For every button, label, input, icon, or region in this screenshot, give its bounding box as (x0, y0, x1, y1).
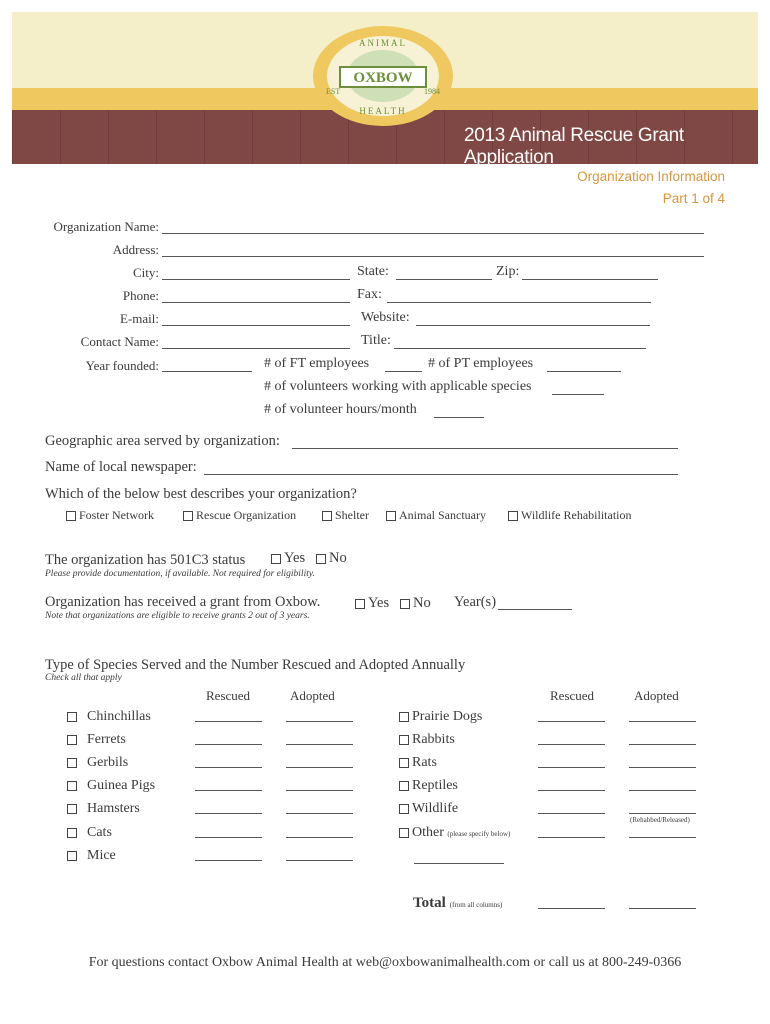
grant-years-field[interactable] (498, 609, 572, 610)
adopted-field[interactable] (629, 837, 696, 838)
species-label: Gerbils (87, 755, 129, 770)
species-label: Wildlife (412, 801, 459, 816)
checkbox[interactable] (399, 828, 409, 838)
fax-field[interactable] (387, 302, 651, 303)
page-title: 2013 Animal Rescue Grant Application (464, 125, 684, 168)
geo-area-label: Geographic area served by organization: (45, 433, 280, 449)
rescued-field[interactable] (538, 837, 605, 838)
adopted-header-left: Adopted (290, 688, 335, 703)
city-field[interactable] (162, 279, 350, 280)
total-rescued-field[interactable] (538, 908, 605, 909)
adopted-field[interactable] (629, 744, 696, 745)
pt-employees-label: # of PT employees (428, 356, 534, 371)
species-label: Ferrets (87, 732, 126, 747)
year-founded-label: Year founded: (85, 358, 159, 373)
zip-field[interactable] (522, 279, 658, 280)
option-foster-network[interactable] (66, 508, 154, 523)
address-field[interactable] (162, 256, 704, 257)
species-label: Prairie Dogs (412, 709, 483, 724)
total-note: (from all columns) (449, 901, 503, 909)
total-row (413, 894, 502, 912)
fax-label: Fax: (357, 287, 382, 302)
adopted-field[interactable] (286, 767, 353, 768)
rescued-field[interactable] (538, 790, 605, 791)
checkbox[interactable] (399, 735, 409, 745)
species-cats[interactable] (67, 825, 112, 841)
rehab-note: (Rehabbed/Released) (630, 816, 690, 824)
pt-employees-field[interactable] (547, 371, 621, 372)
logo-bottom-text: HEALTH (359, 106, 407, 116)
contact-name-label: Contact Name: (80, 334, 159, 349)
species-heading: Type of Species Served and the Number Rescued and Adopted Annually (45, 657, 466, 673)
checkbox[interactable] (400, 599, 410, 609)
rescued-field[interactable] (195, 790, 262, 791)
contact-title-field[interactable] (394, 348, 646, 349)
rescued-field[interactable] (195, 767, 262, 768)
yes-label: Yes (368, 595, 390, 611)
species-gerbils[interactable] (67, 755, 128, 771)
geo-area-field[interactable] (292, 448, 678, 449)
species-rats[interactable] (399, 755, 437, 771)
volunteer-hours-label: # of volunteer hours/month (264, 402, 417, 417)
volunteers-field[interactable] (552, 394, 604, 395)
year-founded-field[interactable] (162, 371, 252, 372)
adopted-field[interactable] (286, 790, 353, 791)
species-reptiles[interactable] (399, 778, 458, 794)
website-field[interactable] (416, 325, 650, 326)
other-specify-field[interactable] (414, 863, 504, 864)
logo-brand: OXBOW (353, 70, 413, 86)
state-label: State: (357, 264, 389, 279)
rescued-field[interactable] (195, 837, 262, 838)
checkbox[interactable] (67, 735, 77, 745)
species-guinea-pigs[interactable] (67, 778, 155, 794)
option-shelter[interactable] (322, 508, 369, 523)
option-label: Wildlife Rehabilitation (521, 508, 632, 522)
city-label: City: (132, 265, 159, 280)
ft-employees-label: # of FT employees (264, 356, 370, 371)
newspaper-field[interactable] (204, 474, 678, 475)
rescued-field[interactable] (195, 721, 262, 722)
option-label: Animal Sanctuary (399, 508, 486, 522)
option-wildlife-rehabilitation[interactable] (508, 508, 632, 523)
logo-est: EST (326, 87, 341, 96)
no-label: No (413, 595, 431, 611)
no-label: No (329, 550, 347, 566)
rescued-field[interactable] (538, 744, 605, 745)
option-rescue-organization[interactable] (183, 508, 296, 523)
species-prairie-dogs[interactable] (399, 709, 482, 725)
contact-title-label: Title: (361, 333, 391, 348)
footer-contact: For questions contact Oxbow Animal Health at web@oxbowanimalhealth.com or call us at 800-249-0366 (88, 955, 682, 970)
checkbox[interactable] (67, 781, 77, 791)
adopted-field[interactable] (629, 767, 696, 768)
species-label: Chinchillas (87, 709, 151, 724)
website-label: Website: (361, 310, 410, 325)
status-501c3-note: Please provide documentation, if available. Not required for eligibility. (45, 569, 315, 579)
logo-year: 1984 (424, 87, 440, 96)
total-label: Total (413, 895, 446, 911)
checkbox[interactable] (399, 758, 409, 768)
volunteers-label: # of volunteers working with applicable species (264, 379, 532, 394)
status-501c3-question: The organization has 501C3 status (45, 552, 246, 568)
org-name-field[interactable] (162, 233, 704, 234)
adopted-field[interactable] (286, 744, 353, 745)
other-note: (please specify below) (447, 830, 511, 838)
checkbox[interactable] (67, 804, 77, 814)
oxbow-logo (310, 24, 456, 128)
species-label: Rabbits (412, 732, 455, 747)
checkbox[interactable] (316, 554, 326, 564)
species-label: Hamsters (87, 801, 140, 816)
checkbox[interactable] (183, 511, 193, 521)
rescued-header-right: Rescued (550, 688, 595, 703)
newspaper-label: Name of local newspaper: (45, 459, 197, 475)
option-label: Rescue Organization (196, 508, 297, 522)
species-ferrets[interactable] (67, 732, 126, 748)
total-adopted-field[interactable] (629, 908, 696, 909)
rescued-field[interactable] (538, 767, 605, 768)
yes-label: Yes (284, 550, 306, 566)
species-other[interactable] (399, 825, 510, 841)
grant-question: Organization has received a grant from Oxbow. (45, 594, 321, 610)
grant-note: Note that organizations are eligible to receive grants 2 out of 3 years. (45, 611, 310, 621)
adopted-field[interactable] (629, 790, 696, 791)
species-label: Mice (87, 848, 116, 863)
state-field[interactable] (396, 279, 492, 280)
checkbox[interactable] (399, 804, 409, 814)
adopted-field[interactable] (629, 721, 696, 722)
email-label: E-mail: (120, 311, 159, 326)
species-rabbits[interactable] (399, 732, 455, 748)
org-name-label: Organization Name: (53, 219, 159, 234)
rescued-field[interactable] (538, 721, 605, 722)
rescued-field[interactable] (195, 813, 262, 814)
org-type-question: Which of the below best describes your organization? (45, 486, 357, 502)
option-label: Foster Network (79, 508, 154, 522)
species-label: Rats (412, 755, 437, 770)
status-501c3-yes[interactable] (271, 550, 305, 567)
checkbox[interactable] (66, 511, 76, 521)
species-wildlife[interactable] (399, 801, 458, 817)
checkbox[interactable] (67, 851, 77, 861)
species-subheading: Check all that apply (45, 673, 122, 683)
checkbox[interactable] (67, 712, 77, 722)
checkbox[interactable] (355, 599, 365, 609)
checkbox[interactable] (322, 511, 332, 521)
adopted-field[interactable] (629, 813, 696, 814)
adopted-field[interactable] (286, 721, 353, 722)
checkbox[interactable] (271, 554, 281, 564)
adopted-field[interactable] (286, 860, 353, 861)
rescued-header-left: Rescued (206, 688, 251, 703)
option-animal-sanctuary[interactable] (386, 508, 486, 523)
species-label: Guinea Pigs (87, 778, 156, 793)
rescued-field[interactable] (195, 860, 262, 861)
ft-employees-field[interactable] (385, 371, 422, 372)
species-hamsters[interactable] (67, 801, 140, 817)
address-label: Address: (112, 242, 159, 257)
section-part: Part 1 of 4 (662, 191, 725, 206)
checkbox[interactable] (508, 511, 518, 521)
zip-label: Zip: (496, 264, 520, 279)
species-label: Reptiles (412, 778, 458, 793)
species-label: Cats (87, 825, 112, 840)
status-501c3-no[interactable] (316, 550, 347, 567)
volunteer-hours-field[interactable] (434, 417, 484, 418)
grant-yes[interactable] (355, 595, 389, 612)
logo-top-text: ANIMAL (359, 38, 407, 48)
species-chinchillas[interactable] (67, 709, 151, 725)
email-field[interactable] (162, 325, 350, 326)
checkbox[interactable] (399, 781, 409, 791)
rescued-field[interactable] (195, 744, 262, 745)
checkbox[interactable] (399, 712, 409, 722)
section-title: Organization Information (577, 169, 725, 184)
species-mice[interactable] (67, 848, 116, 864)
option-label: Shelter (335, 508, 369, 522)
checkbox[interactable] (386, 511, 396, 521)
rescued-field[interactable] (538, 813, 605, 814)
checkbox[interactable] (67, 758, 77, 768)
adopted-field[interactable] (286, 837, 353, 838)
adopted-field[interactable] (286, 813, 353, 814)
grant-no[interactable] (400, 595, 431, 612)
phone-field[interactable] (162, 302, 350, 303)
grant-years-label: Year(s) (454, 594, 497, 610)
checkbox[interactable] (67, 828, 77, 838)
adopted-header-right: Adopted (634, 688, 679, 703)
contact-name-field[interactable] (162, 348, 350, 349)
phone-label: Phone: (122, 288, 159, 303)
species-label: Other (412, 825, 444, 840)
